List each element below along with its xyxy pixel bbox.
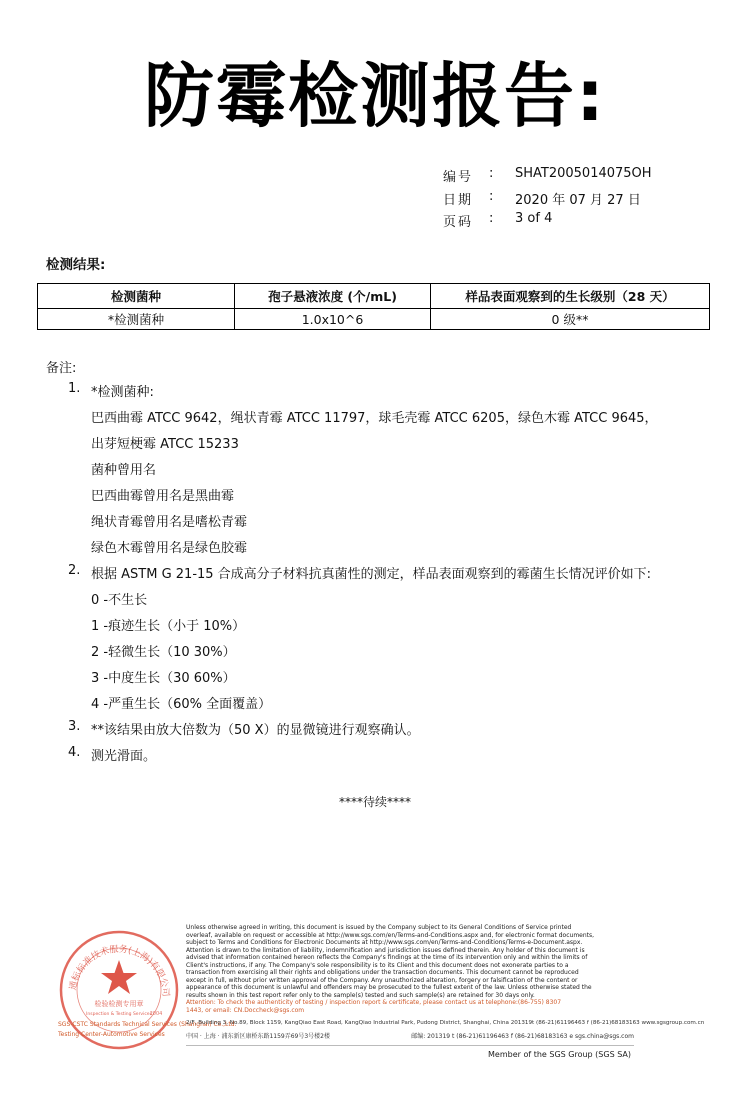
note-line: 菌种曾用名: [91, 463, 157, 478]
company-dept-en: Testing Center-Automotive Services: [58, 1031, 165, 1038]
stamp-en-text: Inspection & Testing Services: [86, 1012, 152, 1017]
address-en-text: 2/F, Building 3, No.89, Block 1159, KangQiao East Road, KangQiao Industrial Park, Pudong District, Shanghai, China 201319: [186, 1020, 533, 1026]
continued-marker: ****待续****: [338, 795, 411, 809]
legal-line: Unless otherwise agreed in writing, this document is issued by the Company subject to its General Conditions of Service printed: [186, 924, 572, 931]
note-text: *检测菌种:: [91, 385, 154, 400]
meta-row-page: [443, 211, 652, 234]
meta-colon: :: [489, 211, 494, 226]
company-name-en: SGS-CSTC Standards Technical Services (Shanghai) Co.,Ltd.: [58, 1021, 237, 1028]
table-row: [38, 309, 710, 330]
note-number: 3.: [68, 719, 81, 734]
note-number: 2.: [68, 563, 81, 578]
meta-value: SHAT2005014075OH: [515, 166, 652, 181]
legal-line: overleaf, available on request or accessible at http://www.sgs.com/en/Terms-and-Conditions.aspx and, for electronic format documents,: [186, 931, 595, 939]
table-cell: *检测菌种: [38, 309, 235, 330]
member-text: Member of the SGS Group (SGS SA): [488, 1050, 632, 1059]
meta-row-number: [443, 166, 652, 189]
grade-line: 4 -严重生长（60% 全面覆盖）: [91, 697, 272, 712]
note-line: 巴西曲霉 ATCC 9642，绳状青霉 ATCC 11797，球毛壳霉 ATCC 6205，绿色木霉 ATCC 9645，: [91, 411, 658, 426]
meta-colon: :: [489, 166, 494, 181]
results-table: [37, 283, 710, 330]
meta-key: 编号: [443, 170, 474, 185]
legal-line: appearance of this document is unlawful and offenders may be prosecuted to the fullest extent of the law. Unless otherwise stated the: [186, 984, 592, 991]
report-meta: [443, 166, 652, 234]
note-line: 巴西曲霉曾用名是黑曲霉: [91, 489, 235, 504]
meta-key: 页码: [443, 215, 474, 230]
table-header-row: [38, 284, 710, 309]
note-item: [68, 719, 420, 738]
stamp-star-icon: [101, 960, 137, 994]
grade-line: 2 -轻微生长（10 30%）: [91, 645, 236, 660]
section-title: 检测结果:: [46, 257, 106, 273]
report-title: 防霉检测报告:: [144, 55, 606, 137]
grade-line: 1 -痕迹生长（小于 10%）: [91, 619, 246, 634]
legal-line: subject to Terms and Conditions for Electronic Documents at http://www.sgs.com/en/Terms-and-Conditions/Terms-e-Document.aspx.: [186, 939, 583, 946]
note-text: 根据 ASTM G 21-15 合成高分子材料抗真菌性的测定，样品表面观察到的霉菌生长情况评价如下:: [91, 567, 652, 582]
note-text: **该结果由放大倍数为（50 X）的显微镜进行观察确认。: [91, 723, 420, 738]
meta-key: 日期: [443, 192, 474, 208]
stamp-ring-text: 通标标准技术服务(上海)有限公司: [68, 944, 171, 998]
notes-heading: 备注:: [46, 361, 77, 376]
meta-row-date: [443, 189, 652, 212]
legal-disclaimer: [186, 924, 634, 1014]
legal-line: except in full, without prior written approval of the Company. Any unauthorized alteration, forgery or falsification of the content or: [186, 976, 578, 984]
note-text: 测光滑面。: [91, 749, 157, 764]
legal-line: results shown in this test report refer only to the sample(s) tested and such sample(s) are retained for 30 days only.: [186, 991, 535, 999]
table-cell: 1.0x10^6: [235, 309, 431, 330]
contact-en-text: t (86-21)61196463 f (86-21)68183163 www.sgsgroup.com.cn: [532, 1020, 705, 1026]
note-item: [68, 745, 156, 764]
note-item: [68, 563, 651, 582]
meta-value: 2020 年 07 月 27 日: [515, 192, 641, 208]
stamp-number: 2004: [149, 1011, 163, 1017]
note-line: 绿色木霉曾用名是绿色胶霉: [91, 541, 248, 556]
address-cn-text: 中国 · 上海 · 浦东新区康桥东路1159弄69号3号楼2楼: [186, 1033, 330, 1040]
legal-line: Client's instructions, if any. The Company's sole responsibility is to its Client and this document does not exonerate parties to a: [186, 961, 569, 969]
contact-cn-text: 邮编: 201319 t (86-21)61196463 f (86-21)68183163 e sgs.china@sgs.com: [411, 1033, 634, 1040]
stamp-center-text: 检验检测专用章: [94, 1000, 144, 1008]
attention-line: 1443, or email: CN.Doccheck@sgs.com: [186, 1006, 305, 1014]
legal-line: Attention is drawn to the limitation of liability, indemnification and jurisdiction issues defined therein. Any holder of this document is: [186, 946, 585, 954]
note-number: 4.: [68, 745, 81, 760]
legal-line: advised that information contained hereon reflects the Company's findings at the time of its intervention only and within the limits of: [186, 954, 588, 961]
meta-colon: :: [489, 188, 494, 204]
table-cell: 0 级**: [431, 309, 710, 330]
legal-line: transaction from exercising all their rights and obligations under the transaction documents. This document cannot be reproduced: [186, 969, 579, 976]
attention-line: Attention: To check the authenticity of testing / inspection report & certificate, please contact us at telephone:(86-755) 8307: [186, 999, 562, 1006]
footer-divider: [186, 1045, 634, 1046]
table-header: 样品表面观察到的生长级别（28 天）: [431, 284, 710, 309]
table-header: 检测菌种: [38, 284, 235, 309]
address-en: [186, 1020, 705, 1026]
note-line: 出芽短梗霉 ATCC 15233: [91, 437, 239, 452]
address-cn: [186, 1031, 634, 1040]
meta-value: 3 of 4: [515, 211, 553, 226]
table-header: 孢子悬液浓度 (个/mL): [235, 284, 431, 309]
grade-line: 0 -不生长: [91, 593, 148, 608]
note-line: 绳状青霉曾用名是嗜松青霉: [91, 515, 248, 530]
grade-line: 3 -中度生长（30 60%）: [91, 671, 236, 686]
note-number: 1.: [68, 381, 81, 396]
note-item: [68, 381, 154, 400]
